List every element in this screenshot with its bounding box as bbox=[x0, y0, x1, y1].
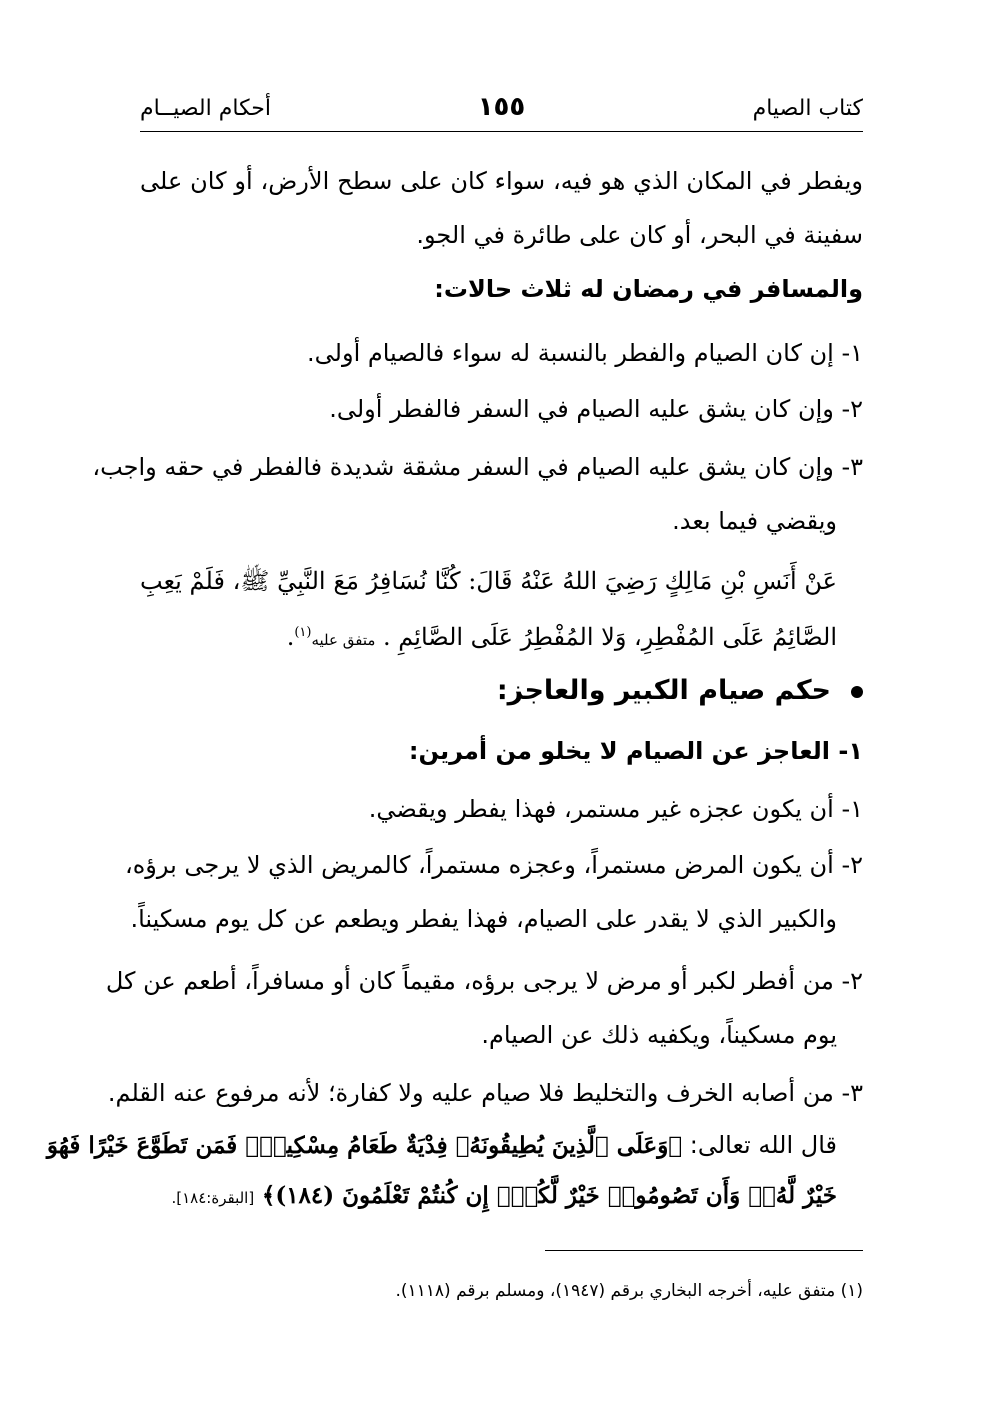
hadith-source: متفق عليه bbox=[311, 631, 376, 649]
book-title: كتاب الصيام bbox=[752, 96, 863, 121]
list-item: ١- إن كان الصيام والفطر بالنسبة له سواء فالصيام أولى. bbox=[307, 339, 863, 367]
quran-verse: ﴿وَعَلَى ٱلَّذِينَ يُطِيقُونَهُۥ فِدْيَةٌ طَعَامُ مِسْكِينٍۖ فَمَن تَطَوَّعَ خَيْرًا فَهُوَ bbox=[46, 1132, 683, 1159]
footnote-marker: (١) bbox=[294, 625, 312, 640]
hadith-line: عَنْ أَنَسِ بْنِ مَالِكٍ رَضِيَ اللهُ عَنْهُ قَالَ: كُنَّا نُسَافِرُ مَعَ النَّبِيِّ ﷺ، فَلَمْ يَعِبِ bbox=[140, 567, 837, 595]
chapter-title: أحكام الصيــام bbox=[140, 96, 271, 121]
list-item: ٣- من أصابه الخرف والتخليط فلا صيام عليه ولا كفارة؛ لأنه مرفوع عنه القلم. bbox=[107, 1079, 863, 1107]
quran-intro: قال الله تعالى: bbox=[689, 1131, 837, 1159]
list-item: ١- أن يكون عجزه غير مستمر، فهذا يفطر ويقضي. bbox=[368, 795, 863, 823]
list-item-continuation: ويقضي فيما بعد. bbox=[672, 507, 837, 535]
bullet-icon bbox=[851, 686, 863, 698]
list-item: ٢- وإن كان يشق عليه الصيام في السفر فالفطر أولى. bbox=[329, 395, 863, 423]
hadith-text: الصَّائِمُ عَلَى المُفْطِرِ، وَلا المُفْطِرُ عَلَى الصَّائِمِ . bbox=[383, 623, 837, 651]
hadith-line: الصَّائِمُ عَلَى المُفْطِرِ، وَلا المُفْطِرُ عَلَى الصَّائِمِ . متفق عليه$^{(١)}$. bbox=[286, 623, 837, 651]
quran-verse: خَيْرٌ لَّهُۥۚ وَأَن تَصُومُوا۟ خَيْرٌ لَّكُمْۖ إِن كُنتُمْ تَعْلَمُونَ (١٨٤)﴾ bbox=[261, 1182, 837, 1209]
page-number: ١٥٥ bbox=[477, 92, 526, 122]
subheading: ١- العاجز عن الصيام لا يخلو من أمرين: bbox=[408, 737, 863, 765]
footnote: (١) متفق عليه، أخرجه البخاري برقم (١٩٤٧)، ومسلم برقم (١١١٨). bbox=[395, 1281, 863, 1301]
list-item: ٣- وإن كان يشق عليه الصيام في السفر مشقة شديدة فالفطر في حقه واجب، bbox=[92, 453, 863, 481]
list-item-continuation: يوم مسكيناً، ويكفيه ذلك عن الصيام. bbox=[481, 1021, 837, 1049]
page-body bbox=[46, 0, 863, 1417]
section-heading bbox=[140, 668, 863, 714]
list-item-continuation: والكبير الذي لا يقدر على الصيام، فهذا يفطر ويطعم عن كل يوم مسكيناً. bbox=[130, 905, 837, 933]
paragraph-line: ويفطر في المكان الذي هو فيه، سواء كان على سطح الأرض، أو كان على bbox=[140, 167, 863, 195]
quran-line bbox=[140, 1172, 837, 1218]
list-item: ٢- من أفطر لكبر أو مرض لا يرجى برؤه، مقيماً كان أو مسافراً، أطعم عن كل bbox=[105, 967, 863, 995]
list-item: ٢- أن يكون المرض مستمراً، وعجزه مستمراً، كالمريض الذي لا يرجى برؤه، bbox=[124, 851, 863, 879]
footnote-divider bbox=[545, 1250, 863, 1251]
quran-reference: [البقرة:١٨٤]. bbox=[171, 1189, 255, 1207]
paragraph-line: سفينة في البحر، أو كان على طائرة في الجو. bbox=[416, 221, 863, 249]
quran-line bbox=[46, 1122, 837, 1168]
heading-text: حكم صيام الكبير والعاجز: bbox=[496, 675, 831, 706]
section-intro: والمسافر في رمضان له ثلاث حالات: bbox=[434, 275, 863, 303]
